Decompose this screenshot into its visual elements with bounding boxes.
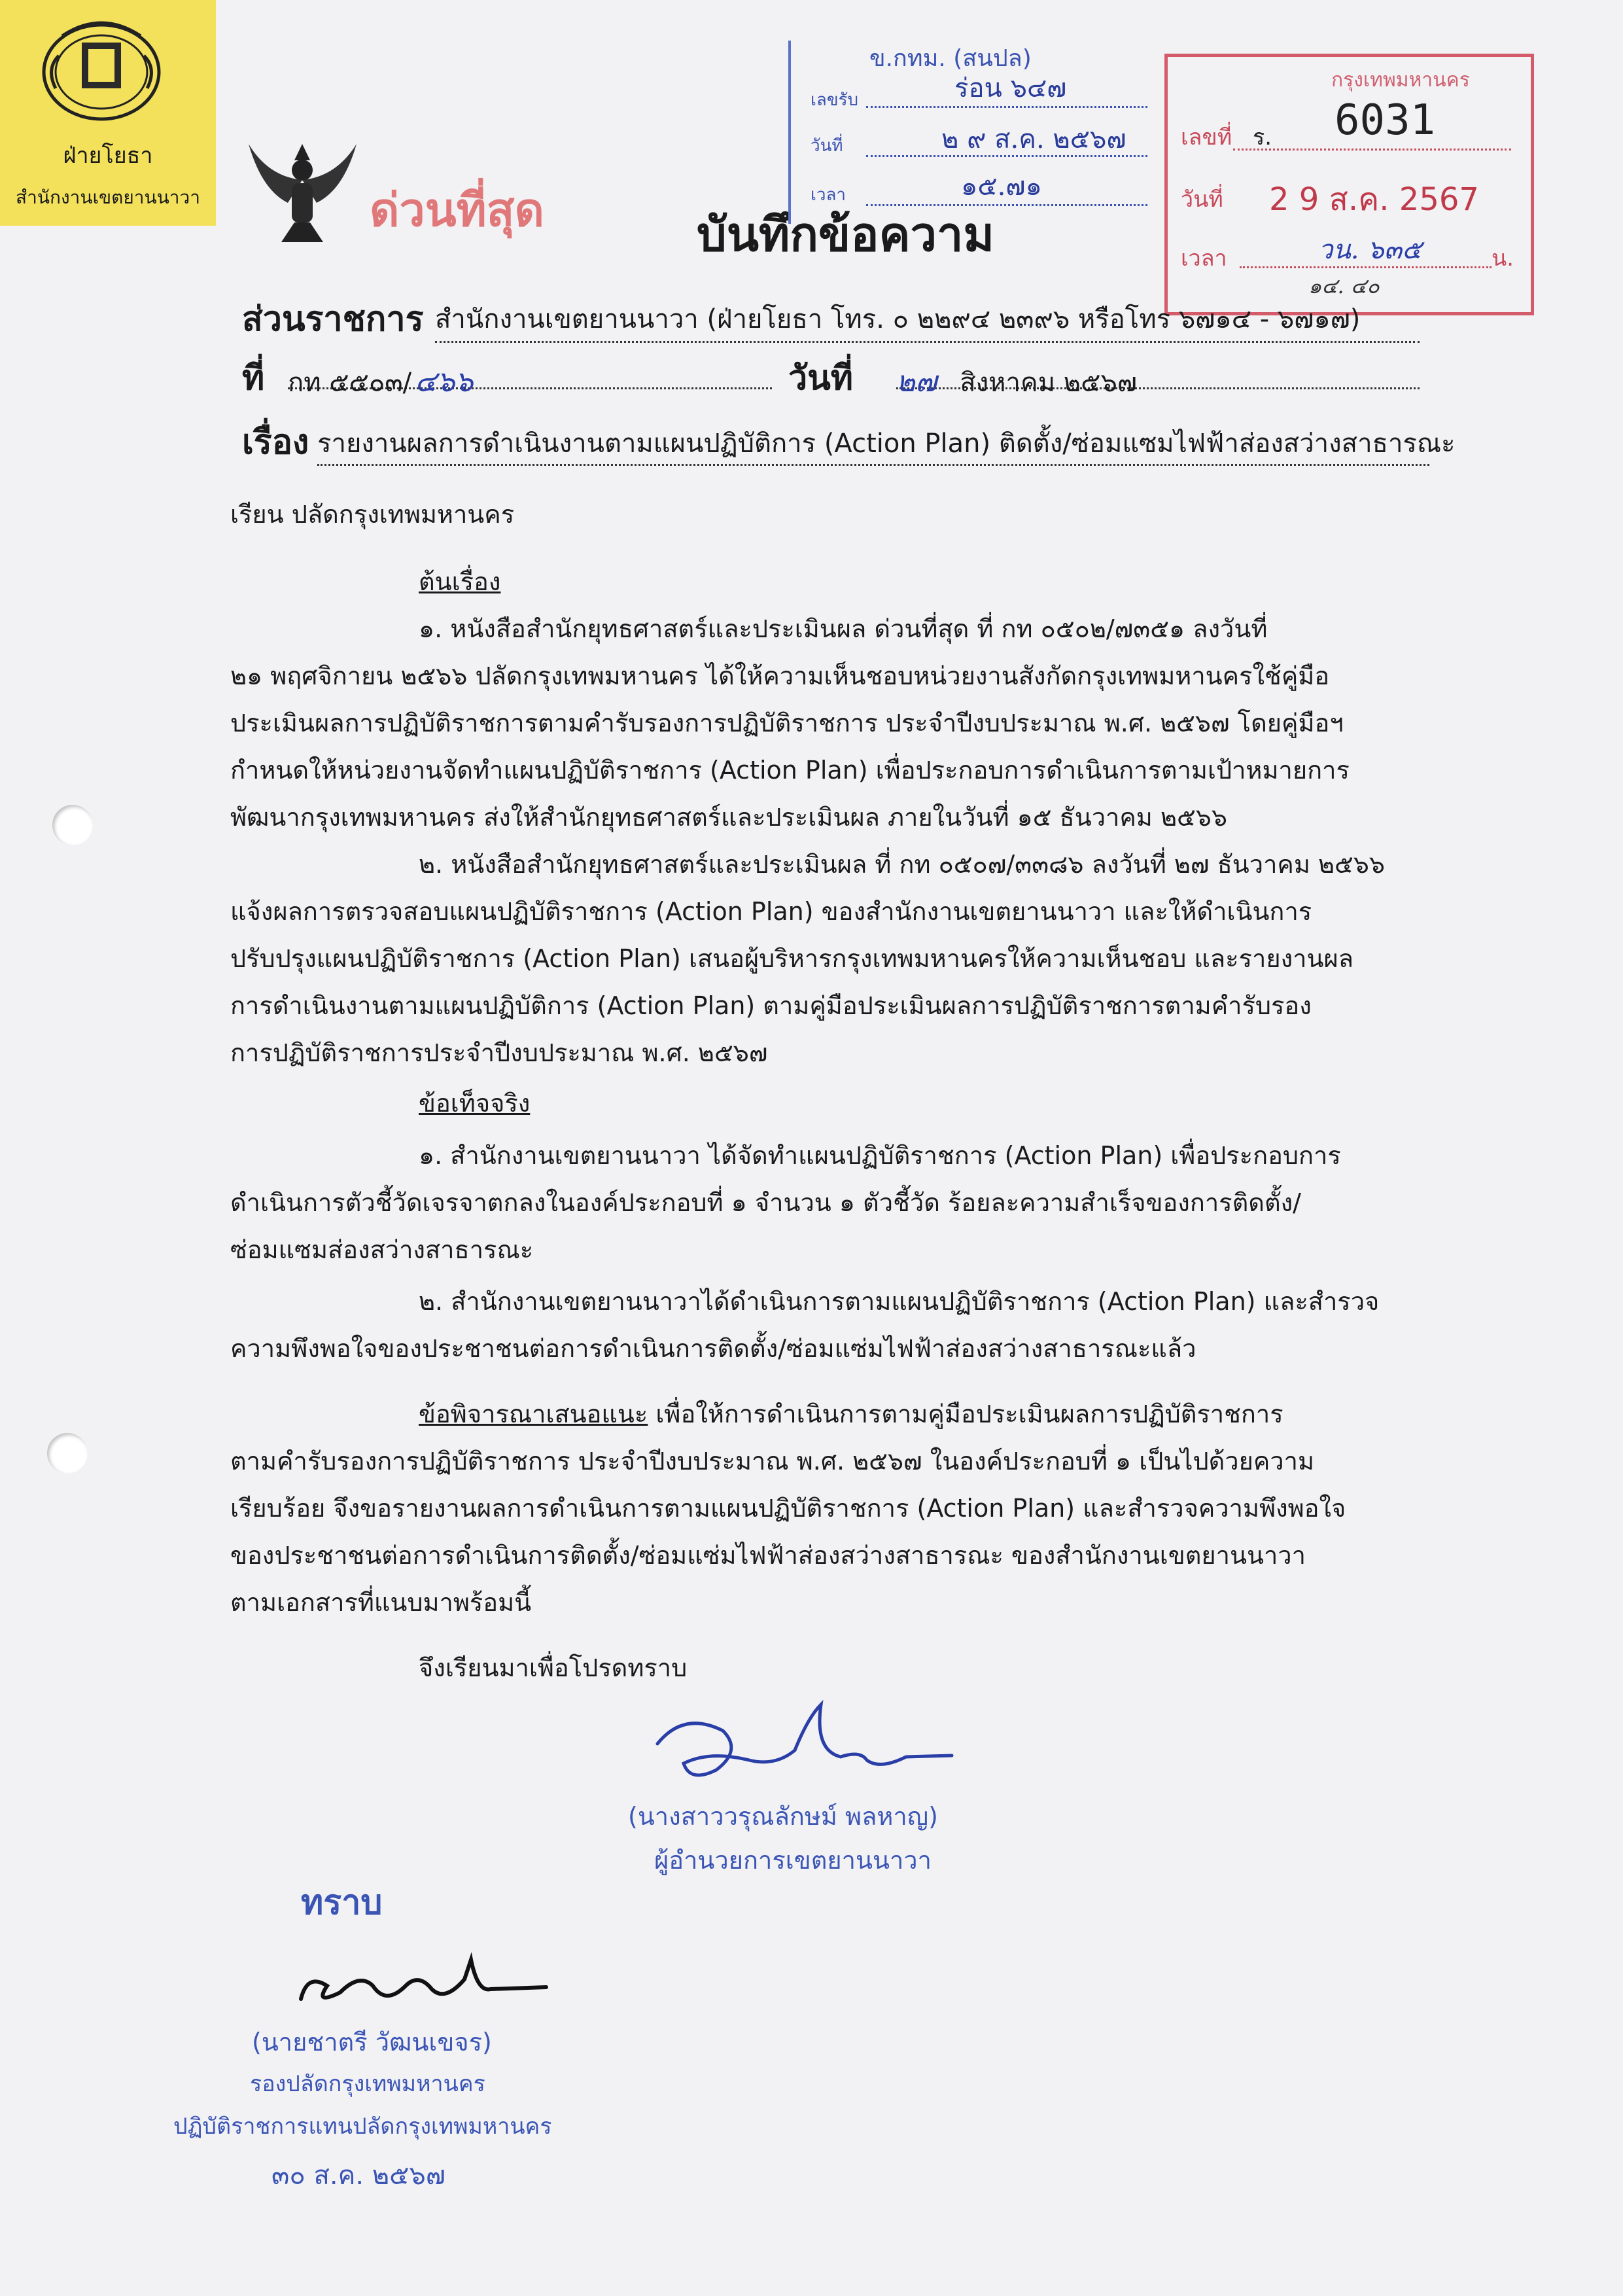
date-line: [896, 359, 1420, 398]
receive-stamp: [788, 41, 1190, 224]
ref-label: ที่: [242, 359, 265, 398]
punch-hole: [52, 805, 93, 845]
recommend-line: ตามคำรับรองการปฏิบัติราชการ ประจำปีงบประมาณ พ.ศ. ๒๕๖๗ ในองค์ประกอบที่ ๑ เป็นไปด้วยความ: [230, 1447, 1314, 1475]
deputy-date: ๓๐ ส.ค. ๒๕๖๗: [271, 2161, 445, 2191]
bg-line: แจ้งผลการตรวจสอบแผนปฏิบัติราชการ (Action Plan) ของสำนักงานเขตยานนาวา และให้ดำเนินการ: [230, 897, 1312, 926]
bg-line: การปฏิบัติราชการประจำปีงบประมาณ พ.ศ. ๒๕๖๗: [230, 1038, 768, 1067]
bg-line: พัฒนากรุงเทพมหานคร ส่งให้สำนักยุทธศาสตร์และประเมินผล ภายในวันที่ ๑๕ ธันวาคม ๒๕๖๖: [230, 803, 1227, 832]
punch-hole: [47, 1433, 88, 1474]
heading-recommend: ข้อพิจารณาเสนอแนะ: [419, 1400, 648, 1428]
receive-time-dotline: [866, 204, 1147, 206]
receive-date-value: ๒ ๙ ส.ค. ๒๕๖๗: [941, 124, 1126, 154]
bg-line: กำหนดให้หน่วยงานจัดทำแผนปฏิบัติราชการ (Action Plan) เพื่อประกอบการดำเนินการตามเป้าหมายการ: [230, 756, 1350, 785]
ref-line: [288, 359, 772, 398]
document-title: บันทึกข้อความ: [697, 207, 994, 262]
date-value: สิงหาคม ๒๕๖๗: [960, 368, 1137, 398]
bma-note: ๑๔. ๔๐: [1308, 274, 1380, 298]
bma-no-dotline: [1233, 149, 1511, 150]
agency-label: ส่วนราชการ: [242, 300, 424, 339]
closing: จึงเรียนมาเพื่อโปรดทราบ: [419, 1653, 688, 1682]
district-seal-icon: [36, 10, 167, 128]
acknowledge-label: ทราบ: [301, 1883, 383, 1922]
heading-facts: ข้อเท็จจริง: [419, 1089, 531, 1118]
fact-line: ๑. สำนักงานเขตยานนาวา ได้จัดทำแผนปฏิบัติราชการ (Action Plan) เพื่อประกอบการ: [419, 1141, 1341, 1170]
receive-no-label: เลขรับ: [811, 90, 859, 110]
bma-date-value: 2 9 ส.ค. 2567: [1269, 181, 1479, 218]
bg-line: การดำเนินงานตามแผนปฏิบัติการ (Action Plan) ตามคู่มือประเมินผลการปฏิบัติราชการตามคำรับรอง: [230, 991, 1312, 1020]
receive-no-value: ร่อน ๖๔๗: [954, 73, 1067, 103]
fact-line: ดำเนินการตัวชี้วัดเจรจาตกลงในองค์ประกอบที่ ๑ จำนวน ๑ ตัวชี้วัด ร้อยละความสำเร็จของการติดตั้ง/: [230, 1188, 1301, 1217]
date-label: วันที่: [788, 359, 854, 398]
sticky-office: สำนักงานเขตยานนาวา: [16, 186, 200, 208]
director-signature-icon: [644, 1698, 985, 1796]
bg-line: ๑. หนังสือสำนักยุทธศาสตร์และประเมินผล ด่วนที่สุด ที่ กท ๐๕๐๒/๗๓๕๑ ลงวันที่: [419, 614, 1268, 643]
receive-date-dotline: [866, 155, 1147, 157]
bma-no-prefix: ร.: [1253, 124, 1272, 150]
bma-stamp: [1164, 54, 1534, 315]
receive-time-value: ๑๕.๗๑: [961, 171, 1042, 202]
bma-no-label: เลขที่: [1181, 124, 1232, 150]
fact-line: ความพึงพอใจของประชาชนต่อการดำเนินการติดตั้ง/ซ่อมแซ่มไฟฟ้าส่องสว่างสาธารณะแล้ว: [230, 1334, 1196, 1363]
receive-no-dotline: [866, 106, 1147, 108]
recommend-first-line: [419, 1394, 1283, 1434]
heading-background: ต้นเรื่อง: [419, 567, 501, 596]
ref-value: กท ๕๕๐๓/: [288, 368, 412, 398]
ref-hand: ๔๖๖: [415, 365, 474, 398]
agency-value: สำนักงานเขตยานนาวา (ฝ่ายโยธา โทร. ๐ ๒๒๙๔ ๒๓๙๖ หรือโทร ๖๗๑๔ - ๖๗๑๗): [435, 298, 1420, 343]
bg-line: ปรับปรุงแผนปฏิบัติราชการ (Action Plan) เสนอผู้บริหารกรุงเทพมหานครให้ความเห็นชอบ และรายงานผล: [230, 944, 1354, 973]
deputy-signature-icon: [288, 1940, 563, 2025]
sticky-section: ฝ่ายโยธา: [63, 143, 153, 169]
bg-line: ประเมินผลการปฏิบัติราชการตามคำรับรองการปฏิบัติราชการ ประจำปีงบประมาณ พ.ศ. ๒๕๖๗ โดยคู่มือฯ: [230, 709, 1344, 737]
bma-time-value: วน. ๖๓๕: [1318, 235, 1422, 265]
subject-label: เรื่อง: [242, 423, 309, 462]
fact-line: ๒. สำนักงานเขตยานนาวาได้ดำเนินการตามแผนปฏิบัติราชการ (Action Plan) และสำรวจ: [419, 1287, 1380, 1316]
fact-line: ซ่อมแซมส่องสว่างสาธารณะ: [230, 1235, 534, 1264]
deputy-position-acting: ปฏิบัติราชการแทนปลัดกรุงเทพมหานคร: [173, 2113, 552, 2140]
bma-time-label: เวลา: [1181, 245, 1227, 272]
bma-no-value: 6031: [1335, 96, 1436, 145]
director-name: (นางสาววรุณลักษม์ พลหาญ): [628, 1802, 938, 1831]
recommend-line: ของประชาชนต่อการดำเนินการติดตั้ง/ซ่อมแซ่มไฟฟ้าส่องสว่างสาธารณะ ของสำนักงานเขตยานนาวา: [230, 1541, 1306, 1570]
bma-time-suffix: น.: [1492, 245, 1514, 272]
bma-stamp-heading: กรุงเทพมหานคร: [1331, 69, 1470, 92]
subject-value: รายงานผลการดำเนินงานตามแผนปฏิบัติการ (Action Plan) ติดตั้ง/ซ่อมแซมไฟฟ้าส่องสว่างสาธารณะ: [317, 422, 1429, 466]
receive-time-label: เวลา: [811, 185, 846, 205]
recommend-line: ตามเอกสารที่แนบมาพร้อมนี้: [230, 1588, 532, 1617]
deputy-position: รองปลัดกรุงเทพมหานคร: [250, 2071, 485, 2097]
recommend-line: เรียบร้อย จึงขอรายงานผลการดำเนินการตามแผนปฏิบัติราชการ (Action Plan) และสำรวจความพึงพอใจ: [230, 1494, 1346, 1523]
garuda-emblem-icon: [242, 131, 363, 249]
recommend-first-text: เพื่อให้การดำเนินการตามคู่มือประเมินผลการปฏิบัติราชการ: [655, 1400, 1283, 1428]
urgency-label: ด่วนที่สุด: [370, 183, 544, 237]
sticky-note: [0, 0, 216, 226]
deputy-name: (นายชาตรี วัฒนเขจร): [252, 2028, 492, 2057]
date-hand: ๒๗: [896, 365, 937, 398]
receive-date-label: วันที่: [811, 136, 843, 156]
director-position: ผู้อำนวยการเขตยานนาวา: [654, 1846, 932, 1875]
bg-line: ๒. หนังสือสำนักยุทธศาสตร์และประเมินผล ที่ กท ๐๕๐๗/๓๓๘๖ ลงวันที่ ๒๗ ธันวาคม ๒๕๖๖: [419, 850, 1386, 879]
bma-time-dotline: [1240, 266, 1492, 268]
bg-line: ๒๑ พฤศจิกายน ๒๕๖๖ ปลัดกรุงเทพมหานคร ได้ให้ความเห็นชอบหน่วยงานสังกัดกรุงเทพมหานครใช้คู่มือ: [230, 662, 1330, 690]
receive-stamp-heading: ข.กทม. (สนปล): [869, 45, 1032, 72]
bma-date-label: วันที่: [1181, 186, 1223, 213]
addressee: เรียน ปลัดกรุงเทพมหานคร: [230, 500, 515, 529]
